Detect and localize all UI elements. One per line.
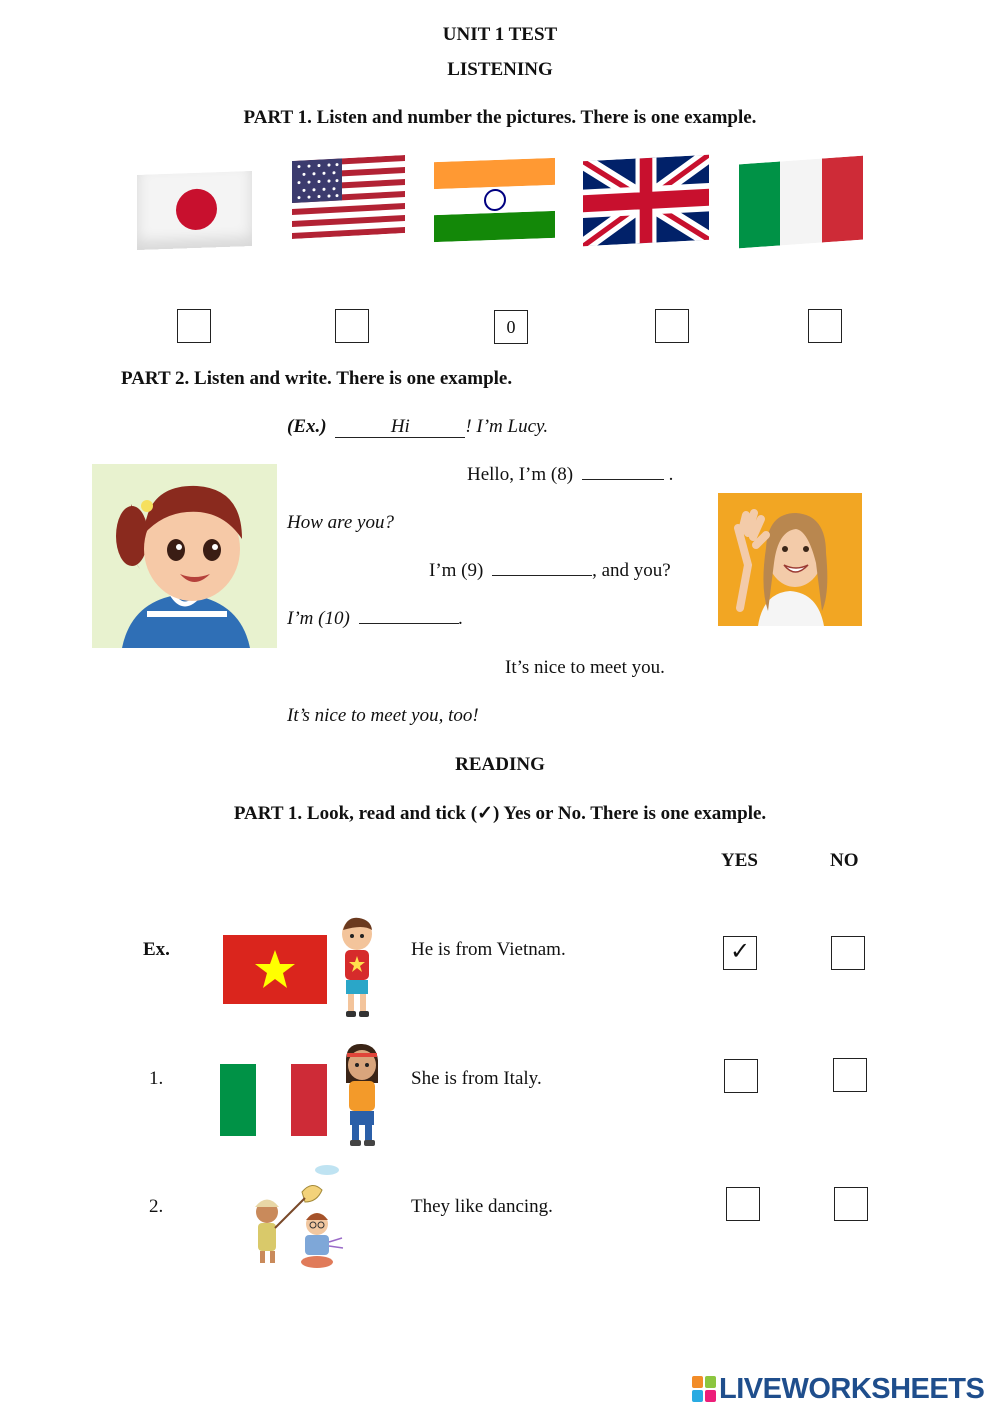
sentence-1: She is from Italy. xyxy=(411,1068,542,1089)
answer-box-usa[interactable] xyxy=(335,309,369,343)
vietnam-star-icon xyxy=(223,935,327,1004)
line10-prefix: I’m (10) xyxy=(287,608,350,629)
italy-flag xyxy=(739,156,863,249)
line9-suffix: , and you? xyxy=(592,560,671,581)
line8-suffix: . xyxy=(668,464,674,485)
usa-flag xyxy=(292,155,405,239)
waving-girl-graphic xyxy=(718,493,862,626)
row-label-ex: Ex. xyxy=(143,939,170,960)
answer-blank-8[interactable] xyxy=(582,479,664,480)
uk-flag-graphic xyxy=(583,155,709,247)
page-title: UNIT 1 TEST xyxy=(442,24,558,45)
line9-prefix: I’m (9) xyxy=(429,560,484,581)
vietnam-flag xyxy=(223,935,327,1004)
usa-flag-graphic xyxy=(292,155,405,239)
no-checkbox-ex xyxy=(831,936,865,970)
cartoon-girl-graphic xyxy=(92,464,277,648)
sentence-2: They like dancing. xyxy=(411,1196,553,1217)
line8-prefix: Hello, I’m (8) xyxy=(467,464,574,485)
dialogue-line-8 xyxy=(467,464,673,486)
kids-painting-graphic xyxy=(247,1162,345,1272)
answer-blank-10[interactable] xyxy=(359,623,459,624)
yes-checkbox-ex: ✓ xyxy=(723,936,757,970)
india-flag xyxy=(434,158,555,242)
dialogue-line-9 xyxy=(429,560,671,582)
cartoon-boy-vietnam xyxy=(337,916,377,1018)
example-label: (Ex.) xyxy=(287,416,327,437)
answer-blank-9[interactable] xyxy=(492,575,592,576)
uk-flag xyxy=(583,155,709,247)
listening-part2-heading: PART 2. Listen and write. There is one example. xyxy=(121,368,513,389)
example-answer: Hi xyxy=(335,417,465,438)
japan-flag xyxy=(137,171,252,250)
waving-girl-photo xyxy=(718,493,862,626)
answer-box-india: 0 xyxy=(494,310,528,344)
dialogue-line-how-are-you: How are you? xyxy=(287,512,394,533)
no-checkbox-2[interactable] xyxy=(834,1187,868,1221)
dialogue-line-nice-to-meet: It’s nice to meet you. xyxy=(505,657,665,678)
liveworksheets-logo xyxy=(692,1372,984,1406)
answer-box-italy[interactable] xyxy=(808,309,842,343)
dialogue-example-line xyxy=(287,416,548,438)
cartoon-girl-italy xyxy=(341,1043,383,1148)
answer-box-uk[interactable] xyxy=(655,309,689,343)
section-reading-title: READING xyxy=(455,754,545,775)
column-yes: YES xyxy=(721,850,758,871)
liveworksheets-logo-icon xyxy=(692,1376,716,1402)
line10-suffix: . xyxy=(458,608,464,629)
listening-part1-heading: PART 1. Listen and number the pictures. There is one example. xyxy=(243,107,757,128)
dialogue-line-10 xyxy=(287,608,463,630)
answer-box-japan[interactable] xyxy=(177,309,211,343)
yes-checkbox-1[interactable] xyxy=(724,1059,758,1093)
example-rest: ! I’m Lucy. xyxy=(465,416,549,437)
japan-flag-sun xyxy=(176,188,217,230)
kids-painting-image xyxy=(247,1162,345,1272)
section-listening-title: LISTENING xyxy=(447,59,553,80)
dialogue-line-nice-too: It’s nice to meet you, too! xyxy=(287,705,479,726)
yes-checkbox-2[interactable] xyxy=(726,1187,760,1221)
column-no: NO xyxy=(830,850,859,871)
no-checkbox-1[interactable] xyxy=(833,1058,867,1092)
row-label-2: 2. xyxy=(149,1196,164,1217)
sentence-ex: He is from Vietnam. xyxy=(411,939,566,960)
ashoka-chakra-icon xyxy=(484,189,506,212)
italy-flag-small xyxy=(220,1064,327,1136)
cartoon-girl-image xyxy=(92,464,277,648)
liveworksheets-brand-text: LIVEWORKSHEETS xyxy=(719,1372,985,1405)
cartoon-boy-graphic xyxy=(337,916,377,1018)
row-label-1: 1. xyxy=(149,1068,164,1089)
reading-part1-heading: PART 1. Look, read and tick (✓) Yes or No. There is one example. xyxy=(233,803,767,824)
cartoon-girl-italy-graphic xyxy=(341,1043,383,1148)
